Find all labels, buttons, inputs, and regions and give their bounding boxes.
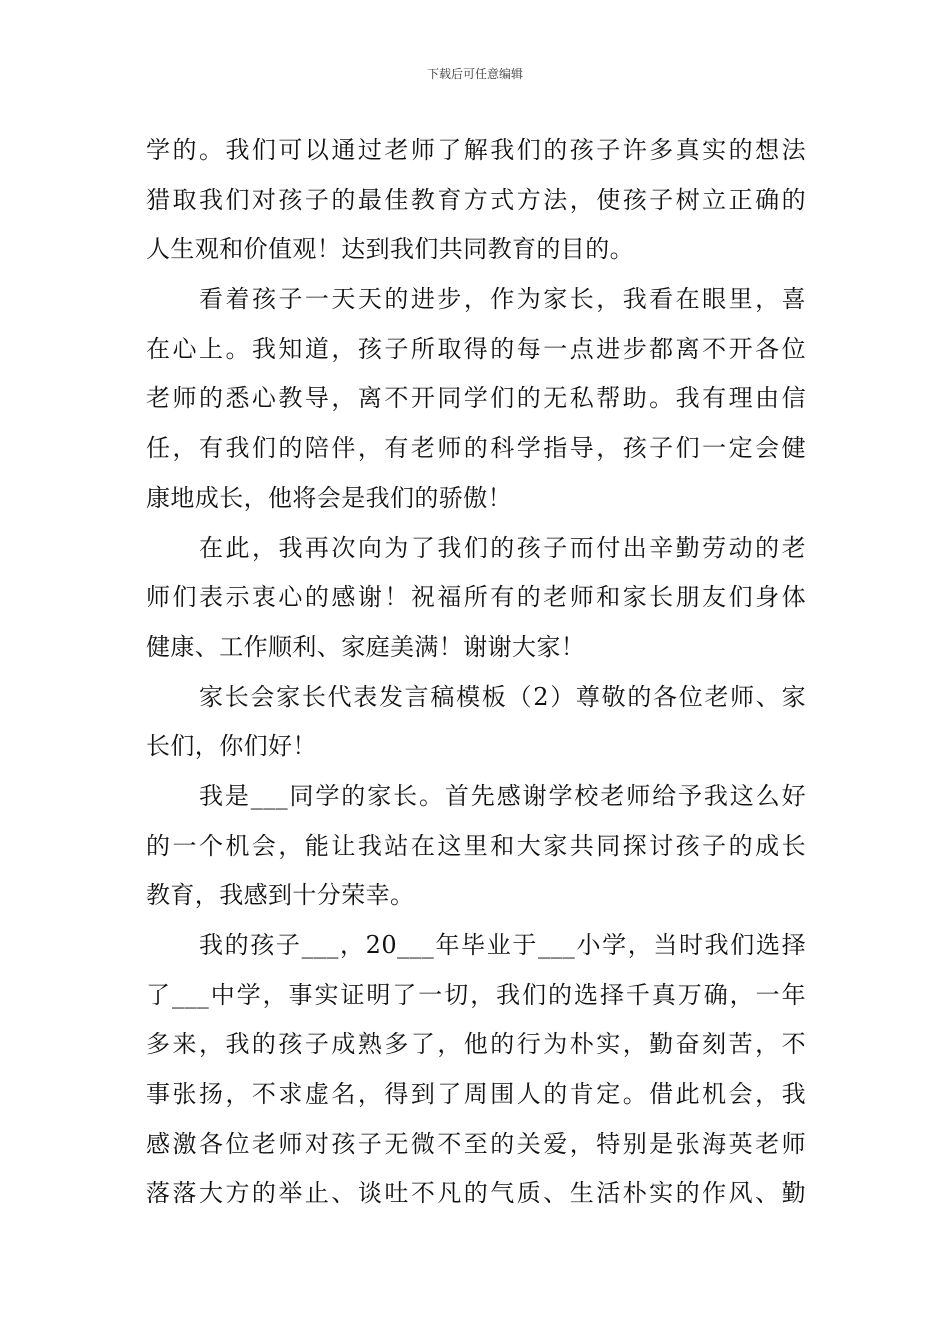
text-line: 老师的悉心教导，离不开同学们的无私帮助。我有理由信	[146, 384, 806, 413]
text-line: 的一个机会，能让我站在这里和大家共同探讨孩子的成长	[146, 831, 806, 860]
text-line: 我是___同学的家长。首先感谢学校老师给予我这么好	[199, 781, 806, 810]
page-header: 下载后可任意编辑	[426, 67, 523, 81]
text-line: 康地成长，他将会是我们的骄傲！	[146, 483, 512, 512]
text-line: 我的孩子___，20___年毕业于___小学，当时我们选择	[199, 931, 806, 959]
text-line: 感激各位老师对孩子无微不至的关爱，特别是张海英老师	[146, 1129, 806, 1158]
text-line: 看着孩子一天天的进步，作为家长，我看在眼里，喜	[199, 285, 806, 314]
text-line: 在心上。我知道，孩子所取得的每一点进步都离不开各位	[146, 334, 806, 363]
text-line: 学的。我们可以通过老师了解我们的孩子许多真实的想法	[146, 136, 806, 164]
text-line: 家长会家长代表发言稿模板（2）尊敬的各位老师、家	[199, 682, 806, 711]
text-line: 事张扬，不求虚名，得到了周围人的肯定。借此机会，我	[146, 1080, 806, 1109]
text-line: 健康、工作顺利、家庭美满！谢谢大家！	[146, 632, 586, 661]
document-body	[146, 126, 806, 1219]
text-line: 任，有我们的陪伴，有老师的科学指导，孩子们一定会健	[146, 434, 806, 463]
text-line: 猎取我们对孩子的最佳教育方式方法，使孩子树立正确的	[146, 185, 806, 214]
text-line: 多来，我的孩子成熟多了，他的行为朴实，勤奋刻苦，不	[146, 1030, 806, 1059]
text-line: 师们表示衷心的感谢！祝福所有的老师和家长朋友们身体	[146, 583, 806, 612]
text-line: 教育，我感到十分荣幸。	[146, 881, 415, 910]
text-line: 了___中学，事实证明了一切，我们的选择千真万确，一年	[146, 980, 806, 1009]
text-line: 在此，我再次向为了我们的孩子而付出辛勤劳动的老	[199, 533, 806, 562]
text-line: 长们，你们好！	[146, 732, 317, 761]
text-line: 人生观和价值观！达到我们共同教育的目的。	[146, 235, 634, 264]
text-line: 落落大方的举止、谈吐不凡的气质、生活朴实的作风、勤	[146, 1179, 806, 1208]
